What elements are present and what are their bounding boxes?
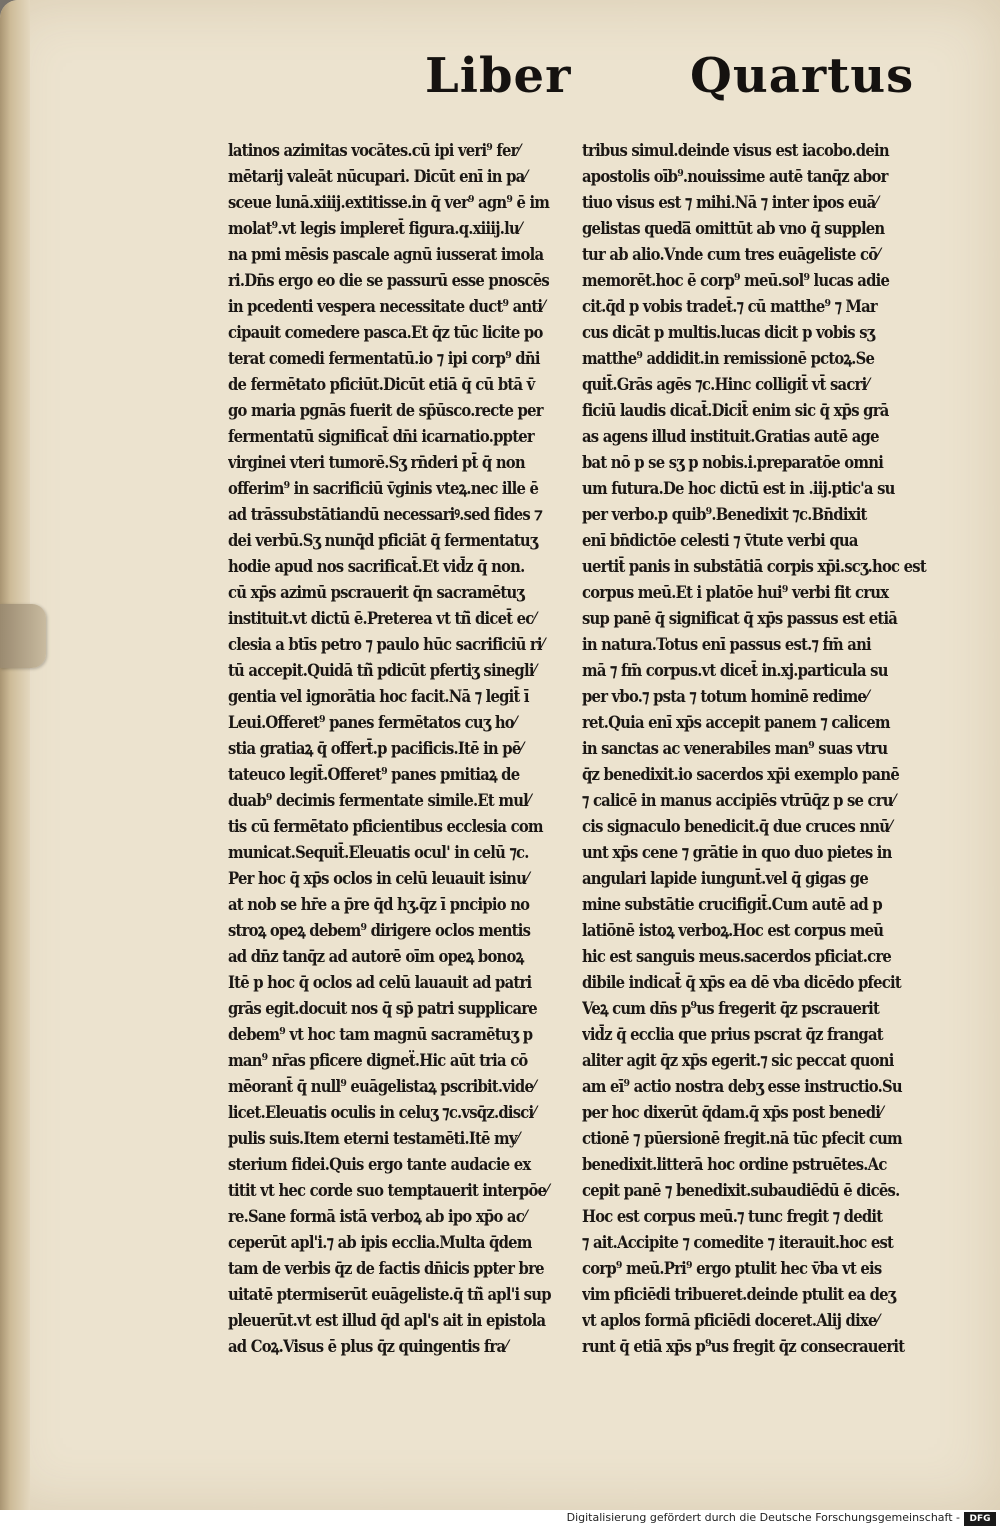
page-tab-marker <box>0 604 46 668</box>
text-line: vim pficiēdi tribueret.deinde ptulit ea deʒ <box>582 1285 896 1305</box>
text-line: latinos azimitas vocātes.cū ipi veri⁹ fer⁄ <box>228 141 520 161</box>
text-line: latiōnē istoꝝ verboꝝ.Hoc est corpus meū <box>582 921 884 941</box>
text-line: Leui.Offeret⁹ panes fermētatos cuʒ ho⁄ <box>228 713 516 733</box>
text-line: ad dn̄z tanq̄z ad autorē oīm opeꝝ bonoꝝ <box>228 947 524 967</box>
text-line: tateuco legit̄.Offeret⁹ panes pmitiaꝝ de <box>228 765 520 785</box>
page-gutter <box>0 0 30 1510</box>
text-line: runt q̄ etiā xp̄s p⁹us fregit q̄z consecrauerit <box>582 1337 905 1357</box>
text-line: gentia vel ignorātia hoc facit.Nā ⁊ legit̄ ī <box>228 687 529 707</box>
text-line: hic est sanguis meus.sacerdos pficiat.cre <box>582 947 891 967</box>
text-line: tur ab alio.Vnde cum tres euāgeliste cō⁄ <box>582 245 880 265</box>
text-line: tam de verbis q̄z de factis dn̄icis ppter bre <box>228 1259 544 1279</box>
text-line: tū accepit.Quidā tñ̄ pdicūt pfertiʒ sinegli⁄ <box>228 661 536 681</box>
text-line: ficiū laudis dicat̄.Dicit̄ enim sic q̄ xp̄s grā <box>582 401 889 421</box>
text-line: de fermētato pficiūt.Dicūt etiā q̄ cū btā v̄ <box>228 375 535 395</box>
text-line: ⁊ ait.Accipite ⁊ comedite ⁊ iterauit.hoc est <box>582 1233 894 1253</box>
text-line: licet.Eleuatis oculis in celuʒ ⁊c.vsq̄z.disci⁄ <box>228 1103 536 1123</box>
text-line: um futura.De hoc dictū est in .iij.ptic'a su <box>582 479 895 499</box>
text-line: aliter agit q̄z xp̄s egerit.⁊ sic peccat quoni <box>582 1051 894 1071</box>
text-line: ad Coꝝ.Visus ē plus q̄z quingentis fra⁄ <box>228 1337 507 1357</box>
text-line: as agens illud instituit.Gratias autē age <box>582 427 879 447</box>
text-column-right <box>582 138 942 1360</box>
running-head-left: Liber <box>425 48 572 104</box>
text-line: apostolis oīb⁹.nouissime autē tanq̄z abor <box>582 167 888 187</box>
text-line: ⁊ calicē in manus accipiēs vtrūq̄z p se cru⁄ <box>582 791 895 811</box>
text-line: in natura.Totus enī passus est.⁊ fm̄ ani <box>582 635 871 655</box>
text-line: Veꝝ cum dn̄s p⁹us fregerit q̄z pscrauerit <box>582 999 880 1019</box>
text-line: sceue lunā.xiiij.extitisse.in q̄ ver⁹ agn⁹ ē im <box>228 193 550 213</box>
text-line: ad trāssubstātiandū necessariꝰ.sed fides ⁊ <box>228 505 543 525</box>
text-line: pulis suis.Item eterni testamēti.Itē my⁄ <box>228 1129 519 1149</box>
text-line: cus dicāt p multis.lucas dicit p vobis sʒ <box>582 323 875 343</box>
text-line: quit̄.Grās agēs ⁊c.Hinc colligit̄ vt̄ sacri⁄ <box>582 375 869 395</box>
text-line: matthe⁹ addidit.in remissionē pctoꝝ.Se <box>582 349 875 369</box>
text-line: stia gratiaꝝ q̄ offert̄.p pacificis.Itē in pē⁄ <box>228 739 523 759</box>
text-line: benedixit.litterā hoc ordine pstruētes.Ac <box>582 1155 887 1175</box>
text-line: corp⁹ meū.Pri⁹ ergo ptulit hec v̄ba vt eis <box>582 1259 882 1279</box>
text-line: virginei vteri tumorē.Sʒ rn̄deri pt̄ q̄ non <box>228 453 525 473</box>
text-line: memorēt.hoc ē corp⁹ meū.sol⁹ lucas adie <box>582 271 890 291</box>
text-line: ctionē ⁊ pūersionē fregit.nā tūc pfecit cum <box>582 1129 902 1149</box>
text-line: dei verbū.Sʒ nunq̄d pficiāt q̄ fermentatuʒ <box>228 531 538 551</box>
text-line: cis signaculo benedicit.q̄ due cruces nnū⁄ <box>582 817 891 837</box>
text-line: municat.Sequit̄.Eleuatis ocul' in celū ⁊c. <box>228 843 529 863</box>
text-line: vid̄z q̄ ecclia que prius pscrat q̄z frangat <box>582 1025 883 1045</box>
text-line: molat⁹.vt legis impleret̄ figura.q.xiiij.lu⁄ <box>228 219 521 239</box>
text-line: unt xp̄s cene ⁊ grātie in quo duo pietes in <box>582 843 892 863</box>
text-line: fermentatū significat̄ dn̄i icarnatio.ppter <box>228 427 534 447</box>
text-line: per verbo.p quib⁹.Benedixit ⁊c.Bn̄dixit <box>582 505 867 525</box>
text-line: corpus meū.Et i platōe hui⁹ verbi fit crux <box>582 583 889 603</box>
footer-credit: Digitalisierung gefördert durch die Deutsche Forschungsgemeinschaft - <box>566 1511 960 1524</box>
text-line: in sanctas ac venerabiles man⁹ suas vtru <box>582 739 888 759</box>
text-line: am eī⁹ actio nostra debʒ esse instructio.Su <box>582 1077 902 1097</box>
text-line: ri.Dn̄s ergo eo die se passurū esse pnoscēs <box>228 271 549 291</box>
text-line: sterium fidei.Quis ergo tante audacie ex <box>228 1155 531 1175</box>
text-line: Per hoc q̄ xp̄s oclos in celū leuauit isinu⁄ <box>228 869 528 889</box>
text-line: re.Sane formā istā verboꝝ ab ipo xp̄o ac⁄ <box>228 1207 526 1227</box>
text-line: terat comedi fermentatū.io ⁊ ipi corp⁹ dn̄i <box>228 349 540 369</box>
text-line: q̄z benedixit.io sacerdos xp̄i exemplo panē <box>582 765 899 785</box>
text-line: bat nō p se sʒ p nobis.i.preparatōe omni <box>582 453 884 473</box>
text-line: na pmi mēsis pascale agnū iusserat imola <box>228 245 544 265</box>
text-line: vt aplos formā pficiēdi doceret.Alij dixe⁄ <box>582 1311 879 1331</box>
text-line: sup panē q̄ significat q̄ xp̄s passus est etiā <box>582 609 898 629</box>
running-head <box>0 48 1000 108</box>
text-line: Itē p hoc q̄ oclos ad celū lauauit ad patri <box>228 973 532 993</box>
text-line: cit.q̄d p vobis tradet̄.⁊ cū matthe⁹ ⁊ Mar <box>582 297 877 317</box>
text-line: uitatē ptermiserūt euāgeliste.q̄ tñ̄ apl'i sup <box>228 1285 551 1305</box>
digitization-footer <box>0 1510 1000 1528</box>
text-line: tiuo visus est ⁊ mihi.Nā ⁊ inter ipos euā⁄ <box>582 193 878 213</box>
running-head-right: Quartus <box>690 48 915 104</box>
text-line: go maria pgnās fuerit de sp̄ūsco.recte per <box>228 401 543 421</box>
text-line: gelistas queda̅ omittūt ab vno q̄ supplen <box>582 219 885 239</box>
text-line: Hoc est corpus meū.⁊ tunc fregit ⁊ dedit <box>582 1207 883 1227</box>
text-column-left <box>228 138 588 1360</box>
text-line: mēorant̄ q̄ null⁹ euāgelistaꝝ pscribit.vide⁄ <box>228 1077 535 1097</box>
text-line: clesia a btīs petro ⁊ paulo hūc sacrificiū ri⁄ <box>228 635 544 655</box>
text-line: stroꝝ opeꝝ debem⁹ dirigere oclos mentis <box>228 921 531 941</box>
text-line: cepit panē ⁊ benedixit.subaudiēdū ē dicēs. <box>582 1181 900 1201</box>
text-line: debem⁹ vt hoc tam magnū sacramētuʒ p <box>228 1025 533 1045</box>
text-line: grās egit.docuit nos q̄ sp̄ patri supplicare <box>228 999 537 1019</box>
text-line: offerim⁹ in sacrificiū v̄ginis vteꝝ.nec ille ē <box>228 479 539 499</box>
text-line: angulari lapide iungunt̄.vel q̄ gigas ge <box>582 869 868 889</box>
text-line: cū xp̄s azimū pscrauerit q̄n sacramētuʒ <box>228 583 525 603</box>
text-line: man⁹ nr̄as pficere digneẗ.Hic aūt tria cō <box>228 1051 528 1071</box>
text-line: mine substātie crucifigit̄.Cum autē ad p <box>582 895 882 915</box>
dfg-logo: DFG <box>964 1512 996 1526</box>
text-line: titit vt hec corde suo temptauerit interpōe⁄ <box>228 1181 548 1201</box>
text-line: duab⁹ decimis fermentate simile.Et mul⁄ <box>228 791 530 811</box>
text-line: ret.Quia enī xp̄s accepit panem ⁊ calicem <box>582 713 890 733</box>
text-line: mētarij valeāt nūcupari. Dicūt enī in pa⁄ <box>228 167 527 187</box>
text-line: pleuerūt.vt est illud q̄d apl's ait in epistola <box>228 1311 546 1331</box>
text-line: ceperūt apl'i.⁊ ab ipis ecclia.Multa q̄dem <box>228 1233 532 1253</box>
text-line: instituit.vt dictū ē.Preterea vt tñ̄ dicet̄ ec⁄ <box>228 609 536 629</box>
text-line: enī bn̄dictōe celesti ⁊ v̄tute verbi qua <box>582 531 858 551</box>
text-line: per hoc dixerūt q̄dam.q̄ xp̄s post benedi⁄ <box>582 1103 882 1123</box>
text-line: at nob se hr̄e a p̄re q̄d hʒ.q̄z ī pncipio no <box>228 895 530 915</box>
text-line: mā ⁊ fm̄ corpus.vt dicet̄ in.xj.particula su <box>582 661 888 681</box>
text-line: in pcedenti vespera necessitate duct⁹ anti⁄ <box>228 297 544 317</box>
text-line: uertit̄ panis in substātiā corpis xp̄i.scʒ.hoc est <box>582 557 926 577</box>
text-line: tis cū fermētato pficientibus ecclesia com <box>228 817 543 837</box>
text-line: cipauit comedere pasca.Et q̄z tūc licite po <box>228 323 543 343</box>
text-line: tribus simul.deinde visus est iacobo.dein <box>582 141 889 161</box>
text-line: dibile indicat̄ q̄ xp̄s ea dē vba dicēdo pfecit <box>582 973 901 993</box>
text-line: per vbo.⁊ psta ⁊ totum hominē redime⁄ <box>582 687 868 707</box>
text-line: hodie apud nos sacrificat̄.Et vid̄z q̄ non. <box>228 557 525 577</box>
